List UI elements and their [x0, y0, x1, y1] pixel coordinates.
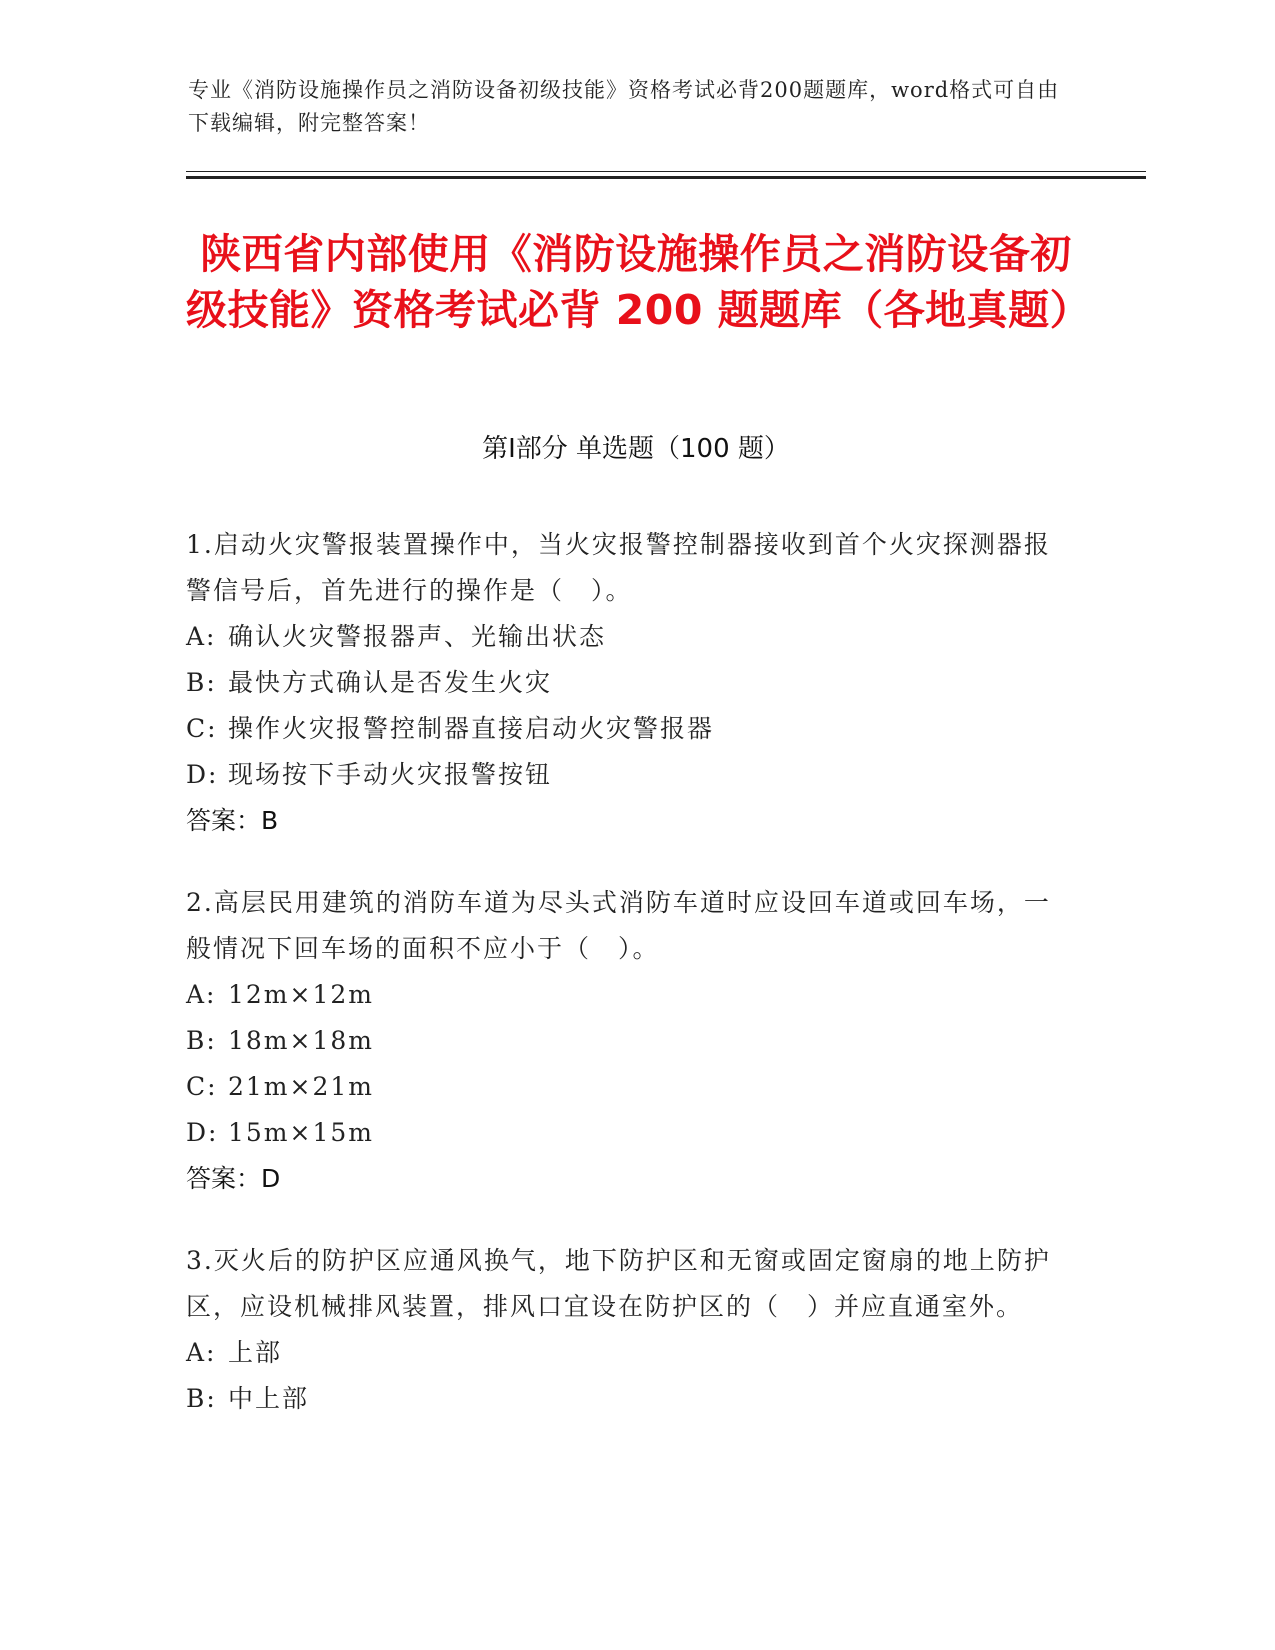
- header-rule-thick: [186, 176, 1146, 179]
- option-letter: D:: [186, 1118, 219, 1147]
- option-letter: D:: [186, 760, 219, 789]
- option-c: [186, 706, 1066, 752]
- document-title: 陕西省内部使用《消防设施操作员之消防设备初级技能》资格考试必背 200 题题库（各地真题）: [186, 230, 1092, 334]
- option-text: 确认火灾警报器声、光输出状态: [228, 622, 607, 651]
- answer-label: 答案：: [186, 1164, 262, 1193]
- option-b: [186, 1018, 1066, 1064]
- header-rule-thin: [186, 171, 1146, 172]
- question-stem: 1.启动火灾警报装置操作中，当火灾报警控制器接收到首个火灾探测器报警信号后，首先进行的操作是（ ）。: [186, 530, 1051, 605]
- option-a: [186, 1330, 1066, 1376]
- question-3: [186, 1238, 1066, 1422]
- option-text: 21m×21m: [228, 1072, 374, 1101]
- option-d: [186, 752, 1066, 798]
- option-text: 最快方式确认是否发生火灾: [228, 668, 553, 697]
- answer-value: B: [261, 806, 279, 835]
- option-a: [186, 614, 1066, 660]
- option-letter: C:: [186, 714, 218, 743]
- option-letter: C:: [186, 1072, 218, 1101]
- option-letter: B:: [186, 1026, 217, 1055]
- option-text: 现场按下手动火灾报警按钮: [228, 760, 553, 789]
- answer-line: [186, 1156, 1066, 1202]
- answer-value: D: [261, 1164, 281, 1193]
- option-b: [186, 660, 1066, 706]
- option-letter: A:: [186, 1338, 217, 1367]
- answer-line: [186, 798, 1066, 844]
- option-c: [186, 1064, 1066, 1110]
- option-letter: A:: [186, 980, 217, 1009]
- question-2: [186, 880, 1066, 1202]
- question-1: [186, 522, 1066, 844]
- section-title: 第Ⅰ部分 单选题（100 题）: [482, 434, 790, 464]
- answer-label: 答案：: [186, 806, 262, 835]
- option-b: [186, 1376, 1066, 1422]
- option-letter: B:: [186, 668, 217, 697]
- question-stem: 3.灭火后的防护区应通风换气，地下防护区和无窗或固定窗扇的地上防护区，应设机械排风装置，排风口宜设在防护区的（ ）并应直通室外。: [186, 1246, 1051, 1321]
- question-stem: 2.高层民用建筑的消防车道为尽头式消防车道时应设回车道或回车场，一般情况下回车场的面积不应小于（ ）。: [186, 888, 1051, 963]
- option-text: 18m×18m: [228, 1026, 374, 1055]
- option-text: 上部: [228, 1338, 283, 1367]
- option-d: [186, 1110, 1066, 1156]
- option-text: 操作火灾报警控制器直接启动火灾警报器: [228, 714, 715, 743]
- option-letter: B:: [186, 1384, 217, 1413]
- option-text: 中上部: [228, 1384, 310, 1413]
- option-a: [186, 972, 1066, 1018]
- header-note: 专业《消防设施操作员之消防设备初级技能》资格考试必背200题题库，word格式可自由下载编辑，附完整答案！: [188, 78, 1060, 135]
- option-text: 12m×12m: [228, 980, 374, 1009]
- option-letter: A:: [186, 622, 217, 651]
- option-text: 15m×15m: [228, 1118, 374, 1147]
